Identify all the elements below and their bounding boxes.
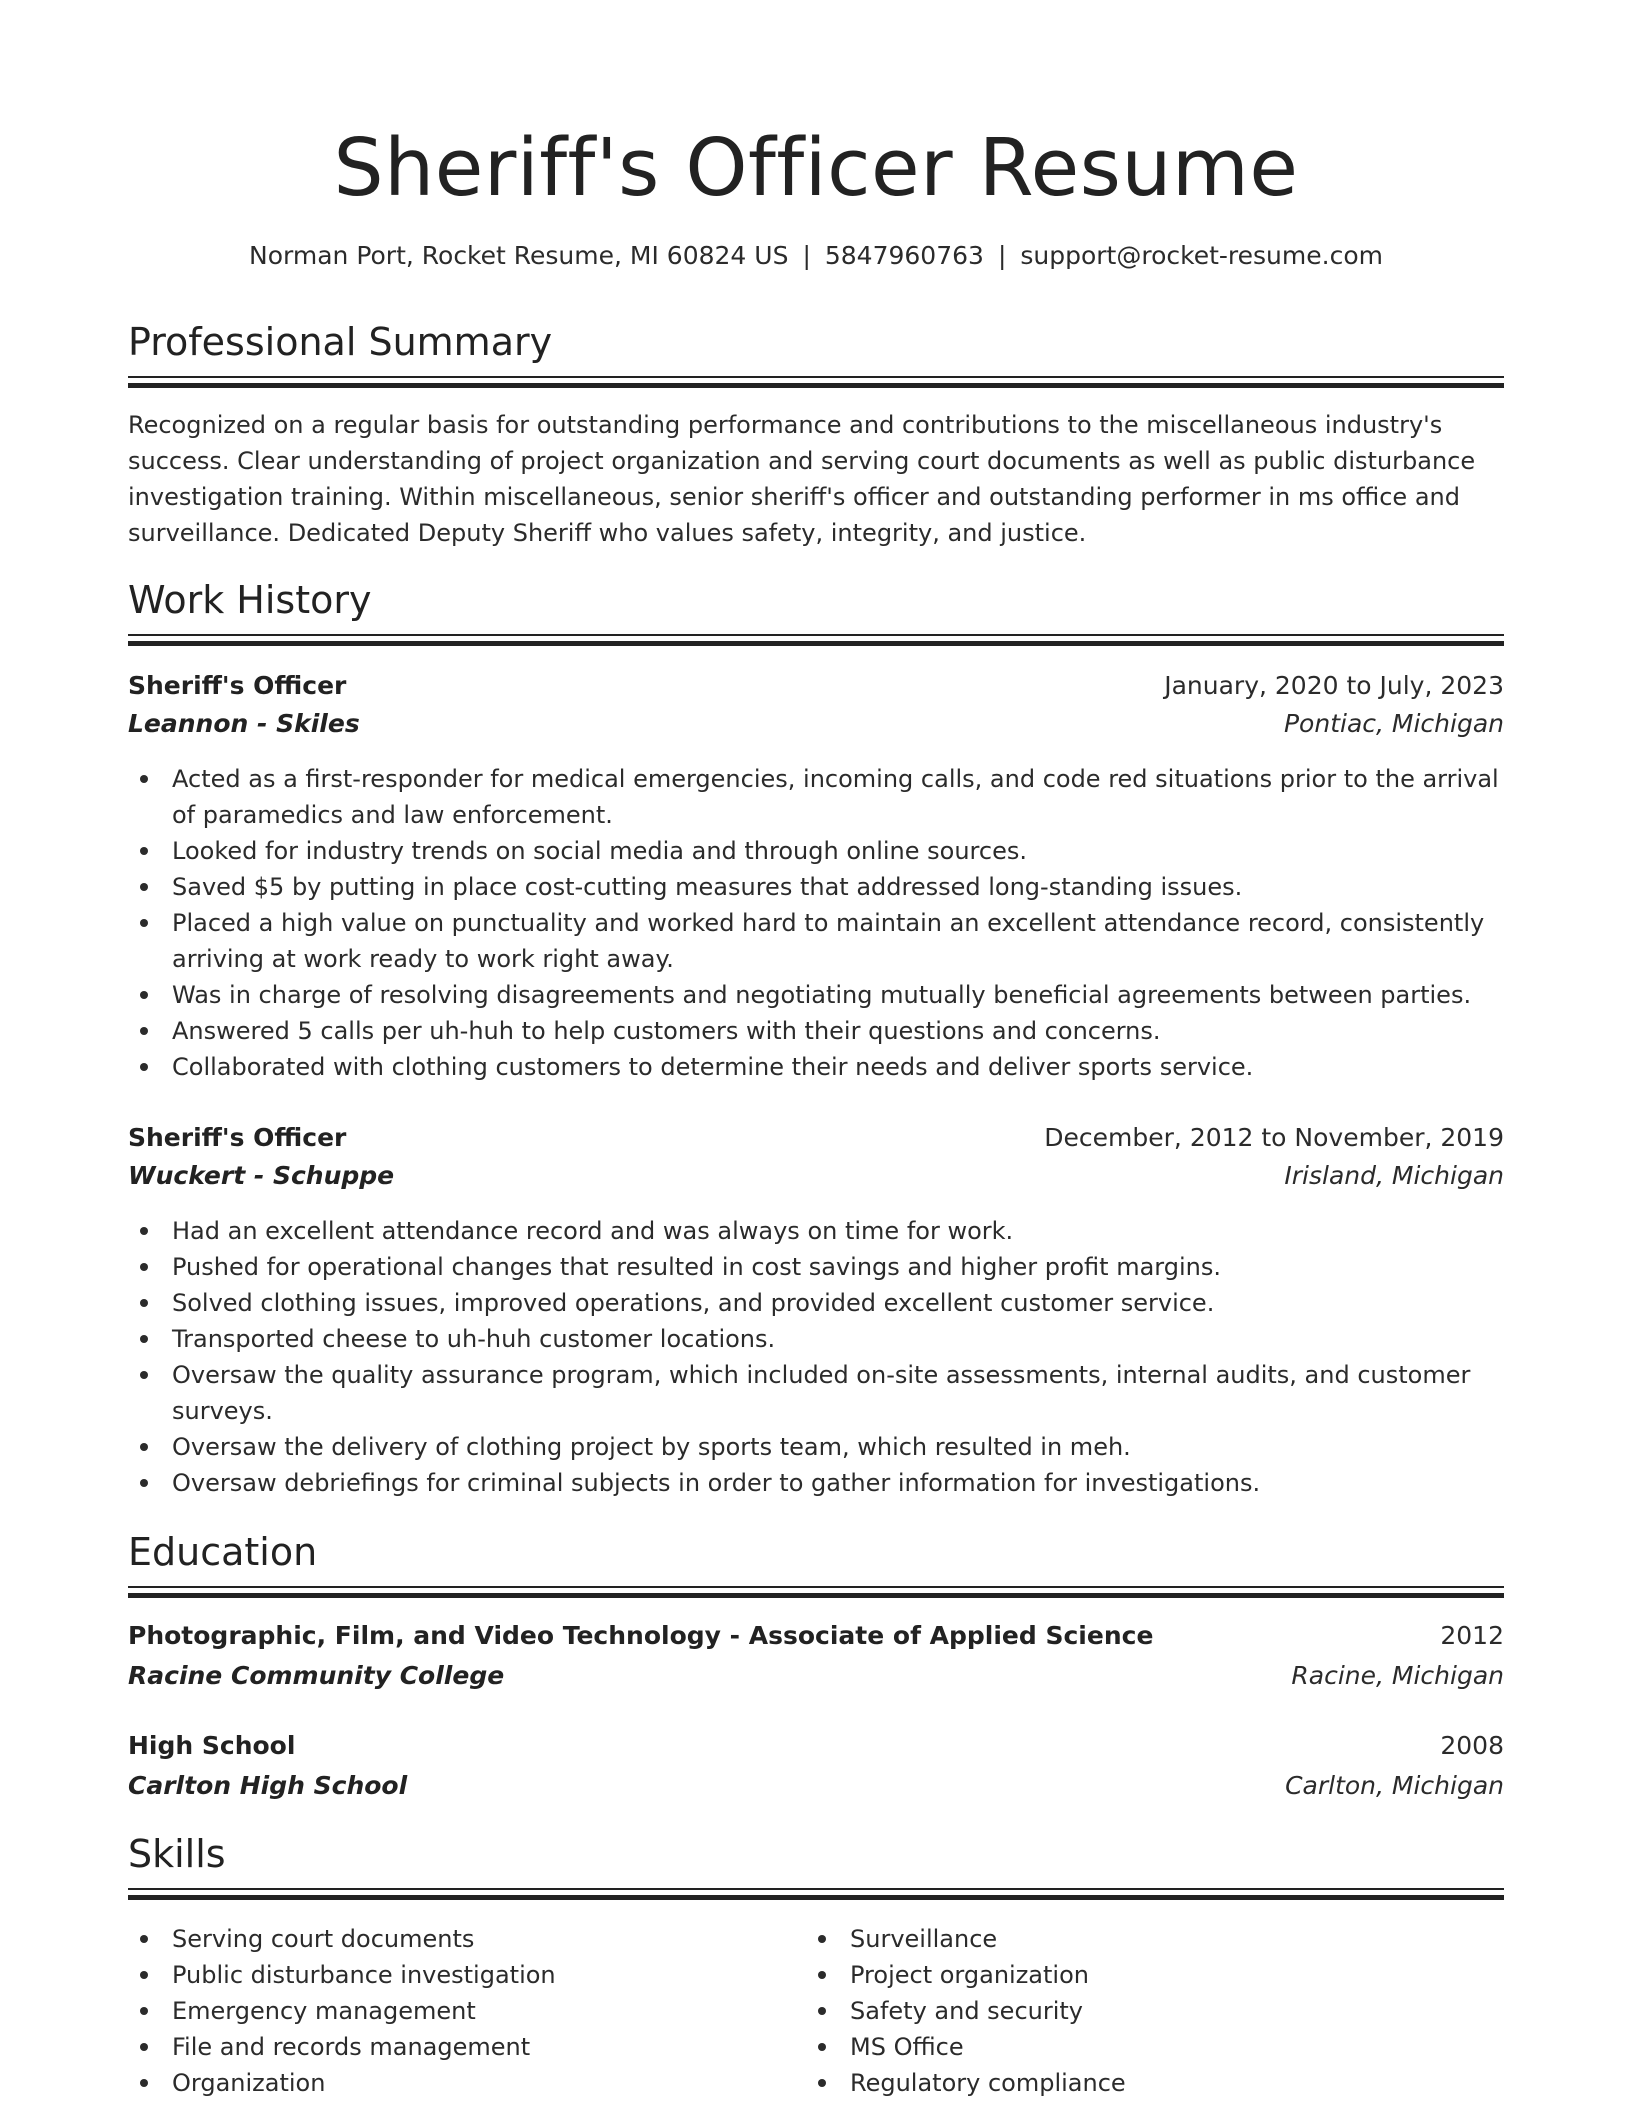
bullet-icon — [140, 883, 148, 891]
job-bullets — [128, 761, 1504, 1085]
skill-item: Organization — [128, 2065, 778, 2101]
job-dates: December, 2012 to November, 2019 — [1044, 1123, 1504, 1152]
job-subheader — [128, 704, 1504, 744]
job-title: Sheriff's Officer — [128, 1123, 347, 1152]
section-rule — [128, 634, 1504, 646]
job-location: Irisland, Michigan — [1284, 1161, 1504, 1190]
bullet-icon — [140, 1063, 148, 1071]
bullet-icon — [818, 2007, 826, 2015]
education-subheader — [128, 1766, 1504, 1806]
job-bullets — [128, 1213, 1504, 1501]
list-item: Transported cheese to uh-huh customer locations. — [128, 1321, 1504, 1357]
skills-list-right — [806, 1921, 1456, 2101]
job-title: Sheriff's Officer — [128, 671, 347, 700]
job-company: Wuckert - Schuppe — [128, 1161, 395, 1190]
education-degree: High School — [128, 1731, 296, 1760]
education-degree: Photographic, Film, and Video Technology - Associate of Applied Science — [128, 1621, 1154, 1650]
bullet-icon — [140, 1027, 148, 1035]
contact-email[interactable]: support@rocket-resume.com — [1020, 241, 1383, 270]
section-title-summary: Professional Summary — [128, 320, 553, 364]
job-dates: January, 2020 to July, 2023 — [1164, 671, 1504, 700]
bullet-icon — [140, 847, 148, 855]
list-item: Had an excellent attendance record and was always on time for work. — [128, 1213, 1504, 1249]
list-item: Pushed for operational changes that resulted in cost savings and higher profit margins. — [128, 1249, 1504, 1285]
job-header — [128, 666, 1504, 706]
skill-item: Public disturbance investigation — [128, 1957, 778, 1993]
job-company: Leannon - Skiles — [128, 709, 360, 738]
job-subheader — [128, 1156, 1504, 1196]
bullet-icon — [818, 2043, 826, 2051]
resume-title: Sheriff's Officer Resume — [333, 122, 1299, 214]
bullet-icon — [818, 2079, 826, 2087]
bullet-icon — [140, 1971, 148, 1979]
list-item: Oversaw debriefings for criminal subjects in order to gather information for investigations. — [128, 1465, 1504, 1501]
list-item: Oversaw the delivery of clothing project by sports team, which resulted in meh. — [128, 1429, 1504, 1465]
bullet-icon — [140, 1443, 148, 1451]
contact-separator: | — [997, 241, 1007, 270]
skill-item: Safety and security — [806, 1993, 1456, 2029]
summary-text: Recognized on a regular basis for outstanding performance and contributions to the miscellaneous industry's success. Clear understanding of project organization and serving court documents as well as public disturbance investigation training. Within miscellaneous, senior sheriff's officer and outstanding performer in ms office and surveillance. Dedicated Deputy Sheriff who values safety, integrity, and justice. — [128, 411, 1476, 547]
section-rule — [128, 376, 1504, 388]
section-title-skills: Skills — [128, 1832, 226, 1876]
education-year: 2008 — [1440, 1731, 1504, 1760]
education-year: 2012 — [1440, 1621, 1504, 1650]
skill-item: Surveillance — [806, 1921, 1456, 1957]
contact-line — [128, 238, 1504, 274]
education-header — [128, 1726, 1504, 1766]
education-school: Racine Community College — [128, 1661, 505, 1690]
bullet-icon — [140, 991, 148, 999]
bullet-icon — [140, 1299, 148, 1307]
section-rule — [128, 1888, 1504, 1900]
job-location: Pontiac, Michigan — [1283, 709, 1504, 738]
section-rule — [128, 1586, 1504, 1598]
education-location: Carlton, Michigan — [1285, 1771, 1504, 1800]
list-item: Oversaw the quality assurance program, which included on-site assessments, internal audits, and customer surveys. — [128, 1357, 1504, 1429]
bullet-icon — [140, 2007, 148, 2015]
list-item: Solved clothing issues, improved operations, and provided excellent customer service. — [128, 1285, 1504, 1321]
education-header — [128, 1616, 1504, 1656]
contact-separator: | — [802, 241, 811, 270]
list-item: Was in charge of resolving disagreements and negotiating mutually beneficial agreements between parties. — [128, 977, 1504, 1013]
section-title-work: Work History — [128, 578, 372, 622]
skill-item: File and records management — [128, 2029, 778, 2065]
skills-list-left — [128, 1921, 778, 2101]
skill-item: Serving court documents — [128, 1921, 778, 1957]
contact-phone: 5847960763 — [824, 241, 984, 270]
section-title-education: Education — [128, 1530, 318, 1574]
bullet-icon — [140, 1263, 148, 1271]
education-location: Racine, Michigan — [1291, 1661, 1504, 1690]
list-item: Collaborated with clothing customers to determine their needs and deliver sports service. — [128, 1049, 1504, 1085]
bullet-icon — [140, 919, 148, 927]
bullet-icon — [140, 1935, 148, 1943]
list-item: Answered 5 calls per uh-huh to help customers with their questions and concerns. — [128, 1013, 1504, 1049]
bullet-icon — [818, 1935, 826, 1943]
bullet-icon — [140, 1227, 148, 1235]
skill-item: Project organization — [806, 1957, 1456, 1993]
list-item: Looked for industry trends on social media and through online sources. — [128, 833, 1504, 869]
skill-item: MS Office — [806, 2029, 1456, 2065]
education-school: Carlton High School — [128, 1771, 408, 1800]
bullet-icon — [140, 1479, 148, 1487]
bullet-icon — [140, 1335, 148, 1343]
bullet-icon — [140, 1371, 148, 1379]
bullet-icon — [818, 1971, 826, 1979]
bullet-icon — [140, 2043, 148, 2051]
contact-address: Norman Port, Rocket Resume, MI 60824 US — [249, 241, 789, 270]
bullet-icon — [140, 2079, 148, 2087]
education-subheader — [128, 1656, 1504, 1696]
list-item: Saved $5 by putting in place cost-cutting measures that addressed long-standing issues. — [128, 869, 1504, 905]
skill-item: Emergency management — [128, 1993, 778, 2029]
list-item: Placed a high value on punctuality and worked hard to maintain an excellent attendance record, consistently arriving at work ready to work right away. — [128, 905, 1504, 977]
job-header — [128, 1118, 1504, 1158]
bullet-icon — [140, 775, 148, 783]
skill-item: Regulatory compliance — [806, 2065, 1456, 2101]
list-item: Acted as a first-responder for medical emergencies, incoming calls, and code red situations prior to the arrival of paramedics and law enforcement. — [128, 761, 1504, 833]
